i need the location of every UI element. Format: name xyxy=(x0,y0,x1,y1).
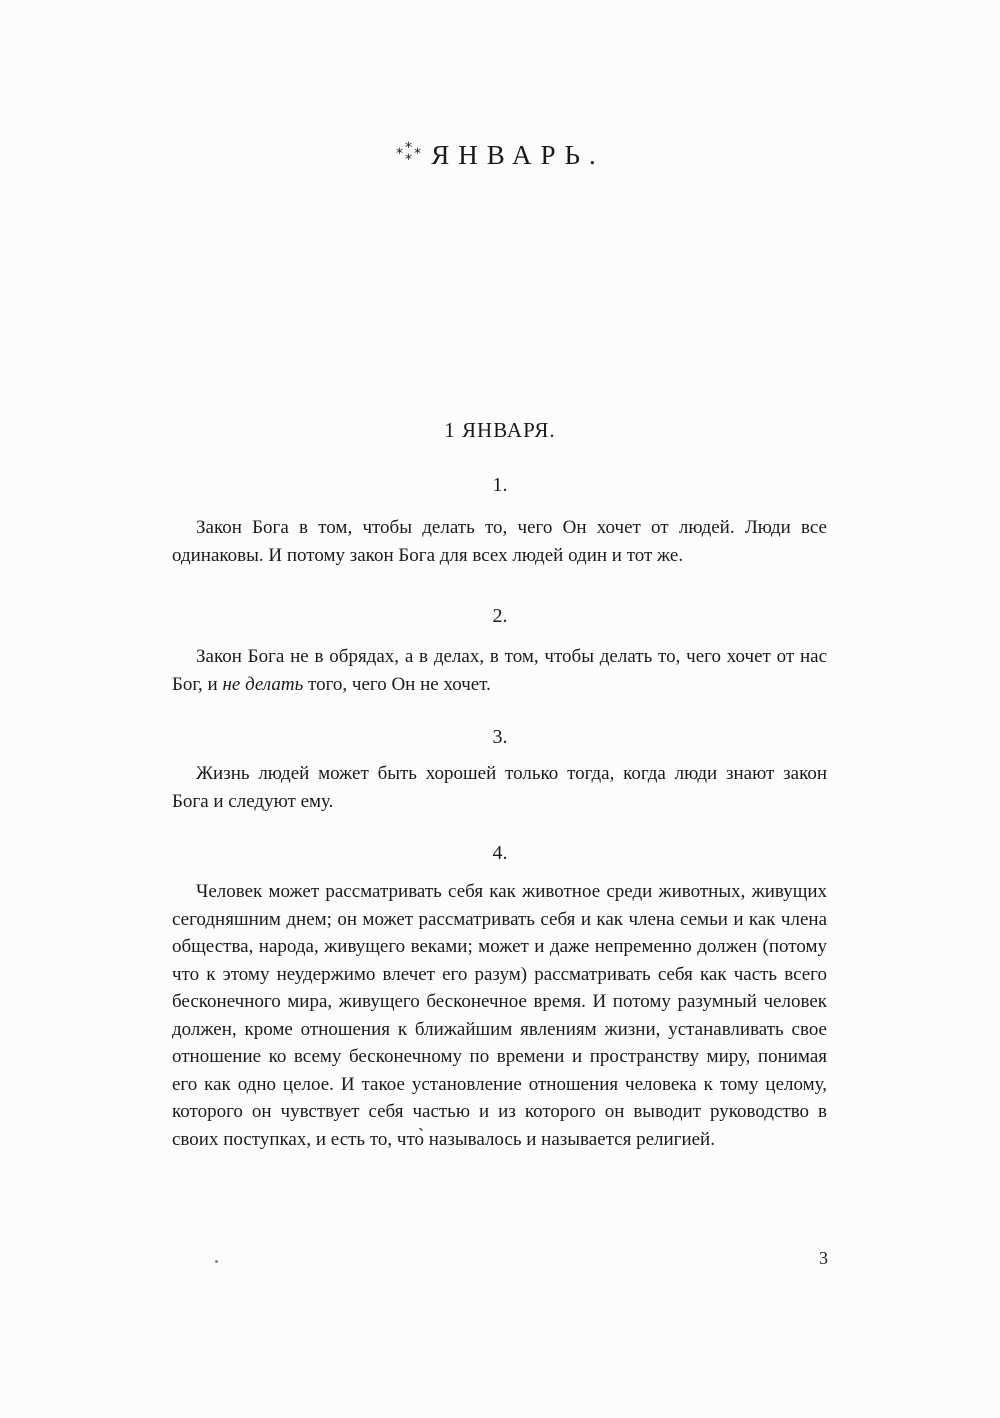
paragraph: Жизнь людей может быть хорошей только тогда, когда люди знают закон Бога и следуют ему. xyxy=(172,763,827,812)
section-text xyxy=(172,878,827,1153)
svg-text:*: * xyxy=(405,152,413,168)
day-heading: 1 ЯНВАРЯ. xyxy=(444,418,556,442)
svg-text:*: * xyxy=(396,146,404,163)
paragraph: Человек может рассматривать себя как животное среди животных, живущих сегодняшним днем; он может рассматривать себя и как члена семьи и как члена общества, народа, живущего веками; может и даже непременно должен (потому что к этому неудержимо влечет его разум) рассматривать себя как часть всего бесконечного мира, живущего бесконечное время. И потому разумный человек должен, кроме отношения к ближайшим явлениям жизни, устанавливать свое отношение ко всему бесконечному по времени и пространству миру, понимая его как одно целое. И такое установление отношения человека к тому целому, которого он чувствует себя частью и из которого он выводит руководство в своих поступках, и есть то, что̀ называлось и называется религией. xyxy=(172,881,827,1150)
section-number: 1. xyxy=(492,474,508,496)
paragraph: Закон Бога в том, чтобы делать то, чего Он хочет от людей. Люди все одинаковы. И потому закон Бога для всех людей один и тот же. xyxy=(172,517,827,566)
page-number: 3 xyxy=(819,1248,828,1268)
section-number: 4. xyxy=(492,842,508,864)
print-speck xyxy=(215,1260,218,1263)
section-text xyxy=(172,514,827,569)
section-text xyxy=(172,760,827,815)
section-number: 3. xyxy=(492,726,508,748)
month-heading xyxy=(0,140,1000,174)
svg-text:*: * xyxy=(405,141,413,157)
section-number: 2. xyxy=(492,605,508,627)
section-text xyxy=(172,643,827,698)
month-title: ЯНВАРЬ. xyxy=(431,140,605,170)
svg-text:*: * xyxy=(414,146,422,163)
asterism-ornament-icon xyxy=(395,141,425,174)
emphasis-text: не делать xyxy=(222,673,304,695)
paragraph: Закон Бога не в обрядах, а в делах, в том, чтобы делать то, чего хочет от нас Бог, и не делать того, чего Он не хочет. xyxy=(172,646,827,695)
